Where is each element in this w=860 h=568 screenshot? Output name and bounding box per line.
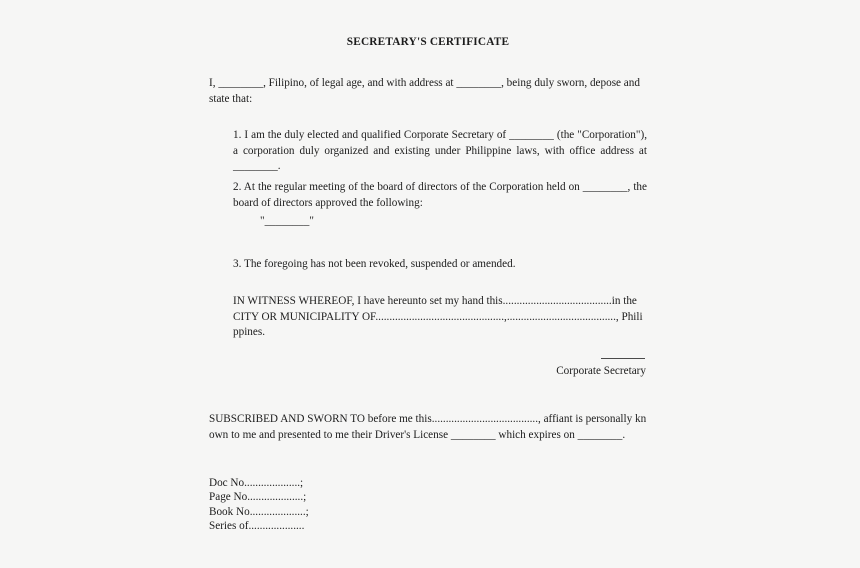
notarial-acknowledgment: SUBSCRIBED AND SWORN TO before me this......................................, affiant is personally known to me and presented to me their Driver's License ________ which expires on ________. bbox=[209, 413, 647, 441]
clause-item-2: 2. At the regular meeting of the board of directors of the Corporation held on ________, the board of directors approved the following: bbox=[233, 181, 647, 209]
signature-line bbox=[601, 358, 645, 359]
footer-series-of: Series of.................... bbox=[209, 520, 305, 533]
footer-page-no: Page No....................; bbox=[209, 491, 307, 504]
footer-book-no: Book No....................; bbox=[209, 505, 309, 518]
notarial-footer-block bbox=[209, 476, 309, 534]
witness-clause: IN WITNESS WHEREOF, I have hereunto set my hand this.......................................in the CITY OR MUNICIPALITY OF..............................................,......................................., Philippines. bbox=[233, 295, 643, 338]
clause-item-1: 1. I am the duly elected and qualified Corporate Secretary of ________ (the "Corporation"), a corporation duly organized and existing under Philippine laws, with office address at ________. bbox=[233, 129, 647, 172]
signature-label: Corporate Secretary bbox=[556, 365, 646, 377]
intro-paragraph: I, ________, Filipino, of legal age, and with address at ________, being duly sworn, depose and state that: bbox=[209, 77, 640, 105]
signature-block bbox=[520, 358, 647, 378]
quoted-blank: "________" bbox=[260, 215, 314, 227]
footer-doc-no: Doc No....................; bbox=[209, 477, 304, 489]
clause-item-3: 3. The foregoing has not been revoked, suspended or amended. bbox=[233, 258, 516, 270]
page-title: SECRETARY'S CERTIFICATE bbox=[346, 36, 510, 48]
